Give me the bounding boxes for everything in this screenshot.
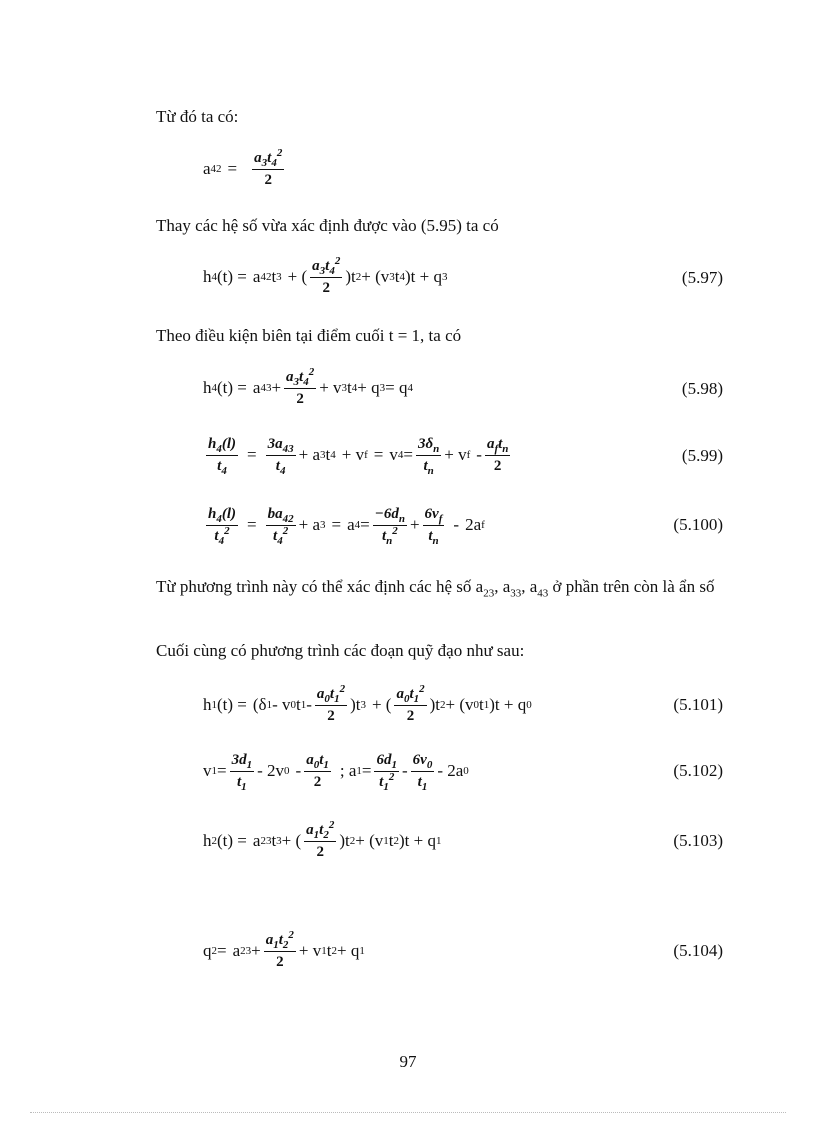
equation-number-5-98: (5.98): [681, 379, 723, 398]
equation-number-5-99: (5.99): [681, 446, 723, 465]
equation-5-97: h 4 (t) = a 42 t 3 + ( $\frac{a_3t_4^2}{2}$ )t 2 + (v 3 t 4 )t + q 3: [203, 254, 448, 296]
equation-5-103: h 2 (t) = a 23 t 3 + ( $\frac{a_1t_2^2}{2}$ )t 2 + (v 1 t 2 )t + q 1: [203, 818, 442, 860]
equation-number-5-104: (5.104): [673, 941, 723, 960]
equation-number-5-100: (5.100): [673, 515, 723, 534]
equation-5-104: q 2 = a 23 + $\frac{a_1t_2^2}{2}$ + v 1 t 2 + q 1: [203, 928, 365, 970]
paragraph-3: Theo điều kiện biên tại điểm cuối t = 1, ta có: [156, 326, 462, 345]
equation-5-99: $\frac{h_4(l)}{t_4}$ = $\frac{3a_{43}}{t_4}$ + a 3 t 4 + v f = v 4 = $\frac{3\delta_n}{t_n}$ + v f - $\frac{a_ft_n}{2}$: [208, 435, 509, 477]
footer-divider: [30, 1112, 786, 1113]
paragraph-1: Từ đó ta có:: [156, 107, 239, 126]
equation-number-5-103: (5.103): [673, 831, 723, 850]
equation-number-5-101: (5.101): [673, 695, 723, 714]
paragraph-2: Thay các hệ số vừa xác định được vào (5.95) ta có: [156, 216, 499, 235]
paragraph-4: Từ phương trình này có thể xác định các hệ số $a_{23}$, $a_{33}$, $a_{43}$ ở phần trên còn là ẩn số: [156, 577, 715, 600]
equation-number-5-102: (5.102): [673, 761, 723, 780]
page-number: 97: [399, 1052, 417, 1071]
equation-a42: a 42 = $\frac{a_3t_4^2}{2}$: [203, 146, 283, 188]
paragraph-5: Cuối cùng có phương trình các đoạn quỹ đạo như sau:: [156, 641, 525, 660]
equation-5-102: v 1 = $\frac{3d_1}{t_1}$ - 2v 0 - $\frac{a_0t_1}{2}$ ; a 1 = $\frac{6d_1}{t_1^2}$ - $\frac{6v_0}{t_1}$ - 2a 0: [203, 751, 469, 793]
equation-5-98: h 4 (t) = a 43 + $\frac{a_3t_4^2}{2}$ + v 3 t 4 + q 3 = q 4: [203, 365, 413, 407]
equation-5-100: $\frac{h_4(l)}{t_4^2}$ = $\frac{ba_{42}}{t_4^2}$ + a 3 = a 4 = $\frac{-6d_n}{t_n^2}$ + $\frac{6v_f}{t_n}$ - 2a f: [208, 505, 485, 547]
equation-5-101: h 1 (t) = (δ 1 - v 0 t 1 - $\frac{a_0t_1^2}{2}$ )t 3 + ( $\frac{a_0t_1^2}{2}$ )t 2 + (v 0 t 1 )t + q 0: [203, 682, 532, 724]
equation-number-5-97: (5.97): [681, 268, 723, 287]
